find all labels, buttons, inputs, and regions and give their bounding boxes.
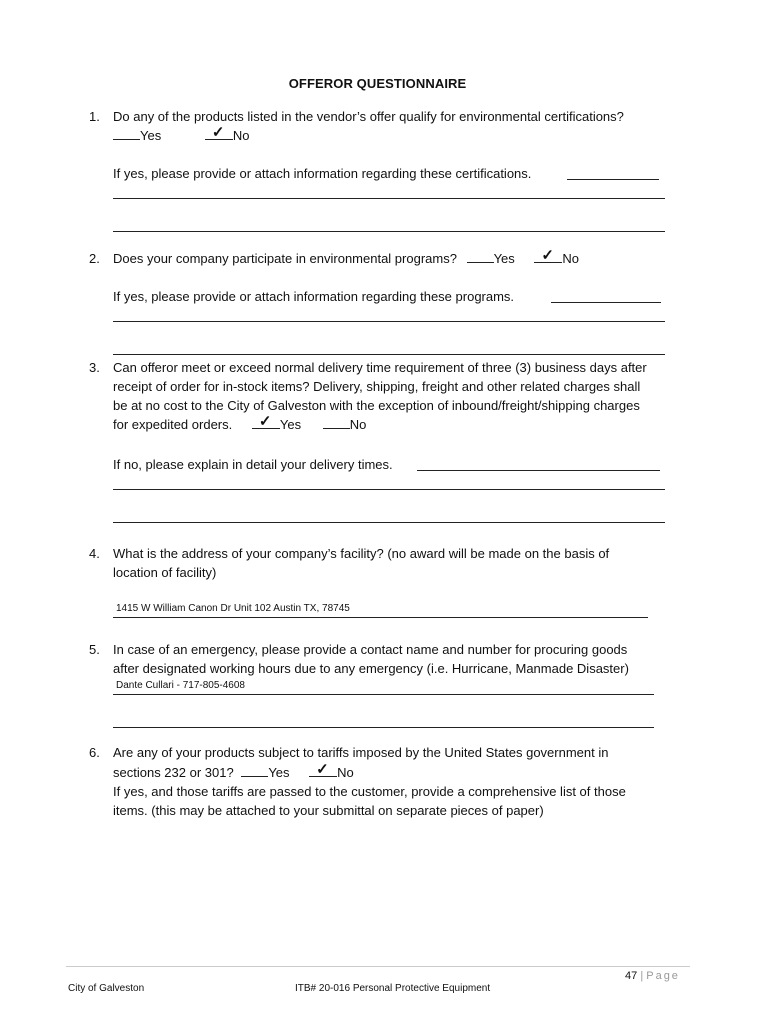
q2-followup-field[interactable] bbox=[551, 302, 661, 303]
check-icon: ✓ bbox=[211, 124, 225, 141]
footer-divider bbox=[66, 966, 690, 967]
q3-line-4-row bbox=[113, 415, 366, 434]
page-word: Page bbox=[646, 970, 680, 982]
q5-line-1: In case of an emergency, please provide a contact name and number for procuring goods bbox=[113, 642, 628, 657]
q6-no-label: No bbox=[337, 765, 354, 780]
check-icon: ✓ bbox=[316, 761, 329, 778]
q4-line-2: location of facility) bbox=[113, 565, 217, 580]
q2-number: 2. bbox=[89, 251, 100, 266]
footer-center: ITB# 20-016 Personal Protective Equipment bbox=[295, 983, 491, 994]
page-number-label bbox=[625, 970, 680, 982]
q2-answer-line-2[interactable] bbox=[113, 354, 665, 355]
q6-line-2: sections 232 or 301? bbox=[113, 765, 234, 780]
q3-yes-blank[interactable] bbox=[252, 415, 280, 429]
q3-yes-label: Yes bbox=[279, 417, 302, 432]
q3-line-1: Can offeror meet or exceed normal delivery time requirement of three (3) business days after bbox=[113, 360, 647, 375]
q3-no-blank[interactable] bbox=[323, 415, 350, 429]
page-title: OFFEROR QUESTIONNAIRE bbox=[288, 76, 467, 91]
q5-line-2: after designated working hours due to any emergency (i.e. Hurricane, Manmade Disaster) bbox=[113, 661, 629, 676]
q4-answer-field[interactable] bbox=[113, 617, 648, 618]
q6-line-4: items. (this may be attached to your submittal on separate pieces of paper) bbox=[113, 803, 544, 818]
q6-line-3: If yes, and those tariffs are passed to the customer, provide a comprehensive list of those bbox=[113, 784, 626, 799]
q6-yes-label: Yes bbox=[268, 765, 290, 780]
q2-no-blank[interactable] bbox=[534, 249, 562, 263]
q1-answer-row bbox=[113, 126, 249, 145]
q6-line-2-row bbox=[113, 763, 354, 782]
page-number: 47 bbox=[625, 970, 638, 982]
q3-line-4: for expedited orders. bbox=[113, 417, 233, 432]
q2-no-label: No bbox=[562, 251, 580, 266]
q6-yes-blank[interactable] bbox=[241, 763, 268, 777]
q4-answer-text: 1415 W William Canon Dr Unit 102 Austin TX, 78745 bbox=[116, 603, 350, 614]
q1-followup-field[interactable] bbox=[567, 179, 659, 180]
q4-line-1: What is the address of your company’s facility? (no award will be made on the basis of bbox=[113, 546, 610, 561]
q6-no-blank[interactable] bbox=[309, 763, 337, 777]
q2-answer-line-1[interactable] bbox=[113, 321, 665, 322]
q3-no-label: No bbox=[349, 417, 367, 432]
q2-followup: If yes, please provide or attach information regarding these programs. bbox=[113, 289, 515, 304]
q3-followup: If no, please explain in detail your delivery times. bbox=[113, 457, 393, 472]
q5-answer-text: Dante Cullari - 717-805-4608 bbox=[116, 680, 245, 691]
q1-answer-line-1[interactable] bbox=[113, 198, 665, 199]
q2-yes-label: Yes bbox=[493, 251, 515, 266]
check-icon: ✓ bbox=[541, 247, 554, 264]
q1-yes-label: Yes bbox=[140, 128, 162, 143]
check-icon: ✓ bbox=[258, 413, 272, 430]
q3-number: 3. bbox=[89, 360, 100, 375]
q2-yes-blank[interactable] bbox=[467, 249, 494, 263]
q2-text: Does your company participate in environmental programs? bbox=[113, 251, 457, 266]
q1-text: Do any of the products listed in the vendor’s offer qualify for environmental certifications? bbox=[113, 109, 624, 124]
q5-answer-line-2[interactable] bbox=[113, 727, 654, 728]
q1-no-blank[interactable] bbox=[205, 126, 233, 140]
page-separator: | bbox=[640, 970, 644, 982]
q5-answer-line-1[interactable] bbox=[113, 694, 654, 695]
q1-followup-text: If yes, please provide or attach information regarding these certifications. bbox=[113, 166, 532, 181]
q1-yes-blank[interactable] bbox=[113, 126, 140, 140]
q3-line-3: be at no cost to the City of Galveston with the exception of inbound/freight/shipping charges bbox=[113, 398, 640, 413]
q1-no-label: No bbox=[232, 128, 250, 143]
q1-number: 1. bbox=[89, 109, 100, 124]
q5-number: 5. bbox=[89, 642, 100, 657]
q1-followup bbox=[113, 164, 531, 183]
q4-number: 4. bbox=[89, 546, 100, 561]
q6-number: 6. bbox=[89, 745, 100, 760]
footer-left: City of Galveston bbox=[68, 983, 145, 994]
q6-line-1: Are any of your products subject to tariffs imposed by the United States government in bbox=[113, 745, 609, 760]
q3-line-2: receipt of order for in-stock items? Delivery, shipping, freight and other related charges shall bbox=[113, 379, 641, 394]
q2-text-row bbox=[113, 249, 579, 268]
q1-answer-line-2[interactable] bbox=[113, 231, 665, 232]
q3-followup-field[interactable] bbox=[417, 470, 660, 471]
q3-answer-line-1[interactable] bbox=[113, 489, 665, 490]
q3-answer-line-2[interactable] bbox=[113, 522, 665, 523]
